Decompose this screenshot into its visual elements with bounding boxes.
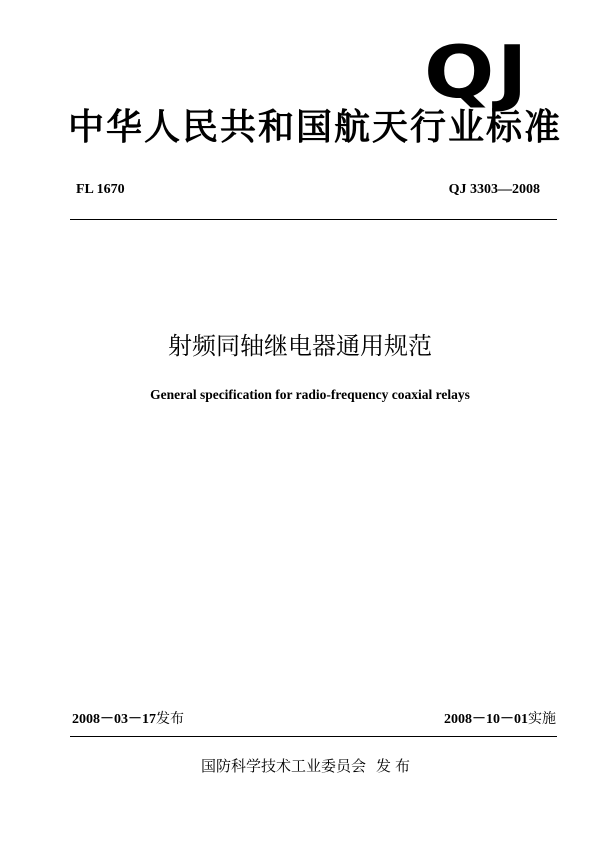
classification-code: FL 1670 <box>76 182 125 197</box>
org-title: 中华人民共和国航天行业标准 <box>68 107 563 148</box>
qj-logo: QJ <box>424 30 530 114</box>
issuer-line <box>201 756 414 776</box>
issuer-name: 国防科学技术工业委员会 <box>201 757 367 775</box>
english-title: General specification for radio-frequency coaxial relays <box>150 387 470 402</box>
standard-number: QJ 3303—2008 <box>448 182 540 197</box>
issuer-verb: 发布 <box>376 757 415 775</box>
issue-date: 2008－03－17 <box>72 712 156 727</box>
bottom-divider <box>70 736 557 737</box>
implementation-date: 2008－10－01 <box>444 712 528 727</box>
implementation-label: 实施 <box>528 711 556 727</box>
chinese-title: 射频同轴继电器通用规范 <box>168 332 432 360</box>
issue-date-line <box>72 710 184 729</box>
top-divider <box>70 219 557 220</box>
implementation-date-line <box>444 710 556 729</box>
issue-label: 发布 <box>156 711 184 727</box>
